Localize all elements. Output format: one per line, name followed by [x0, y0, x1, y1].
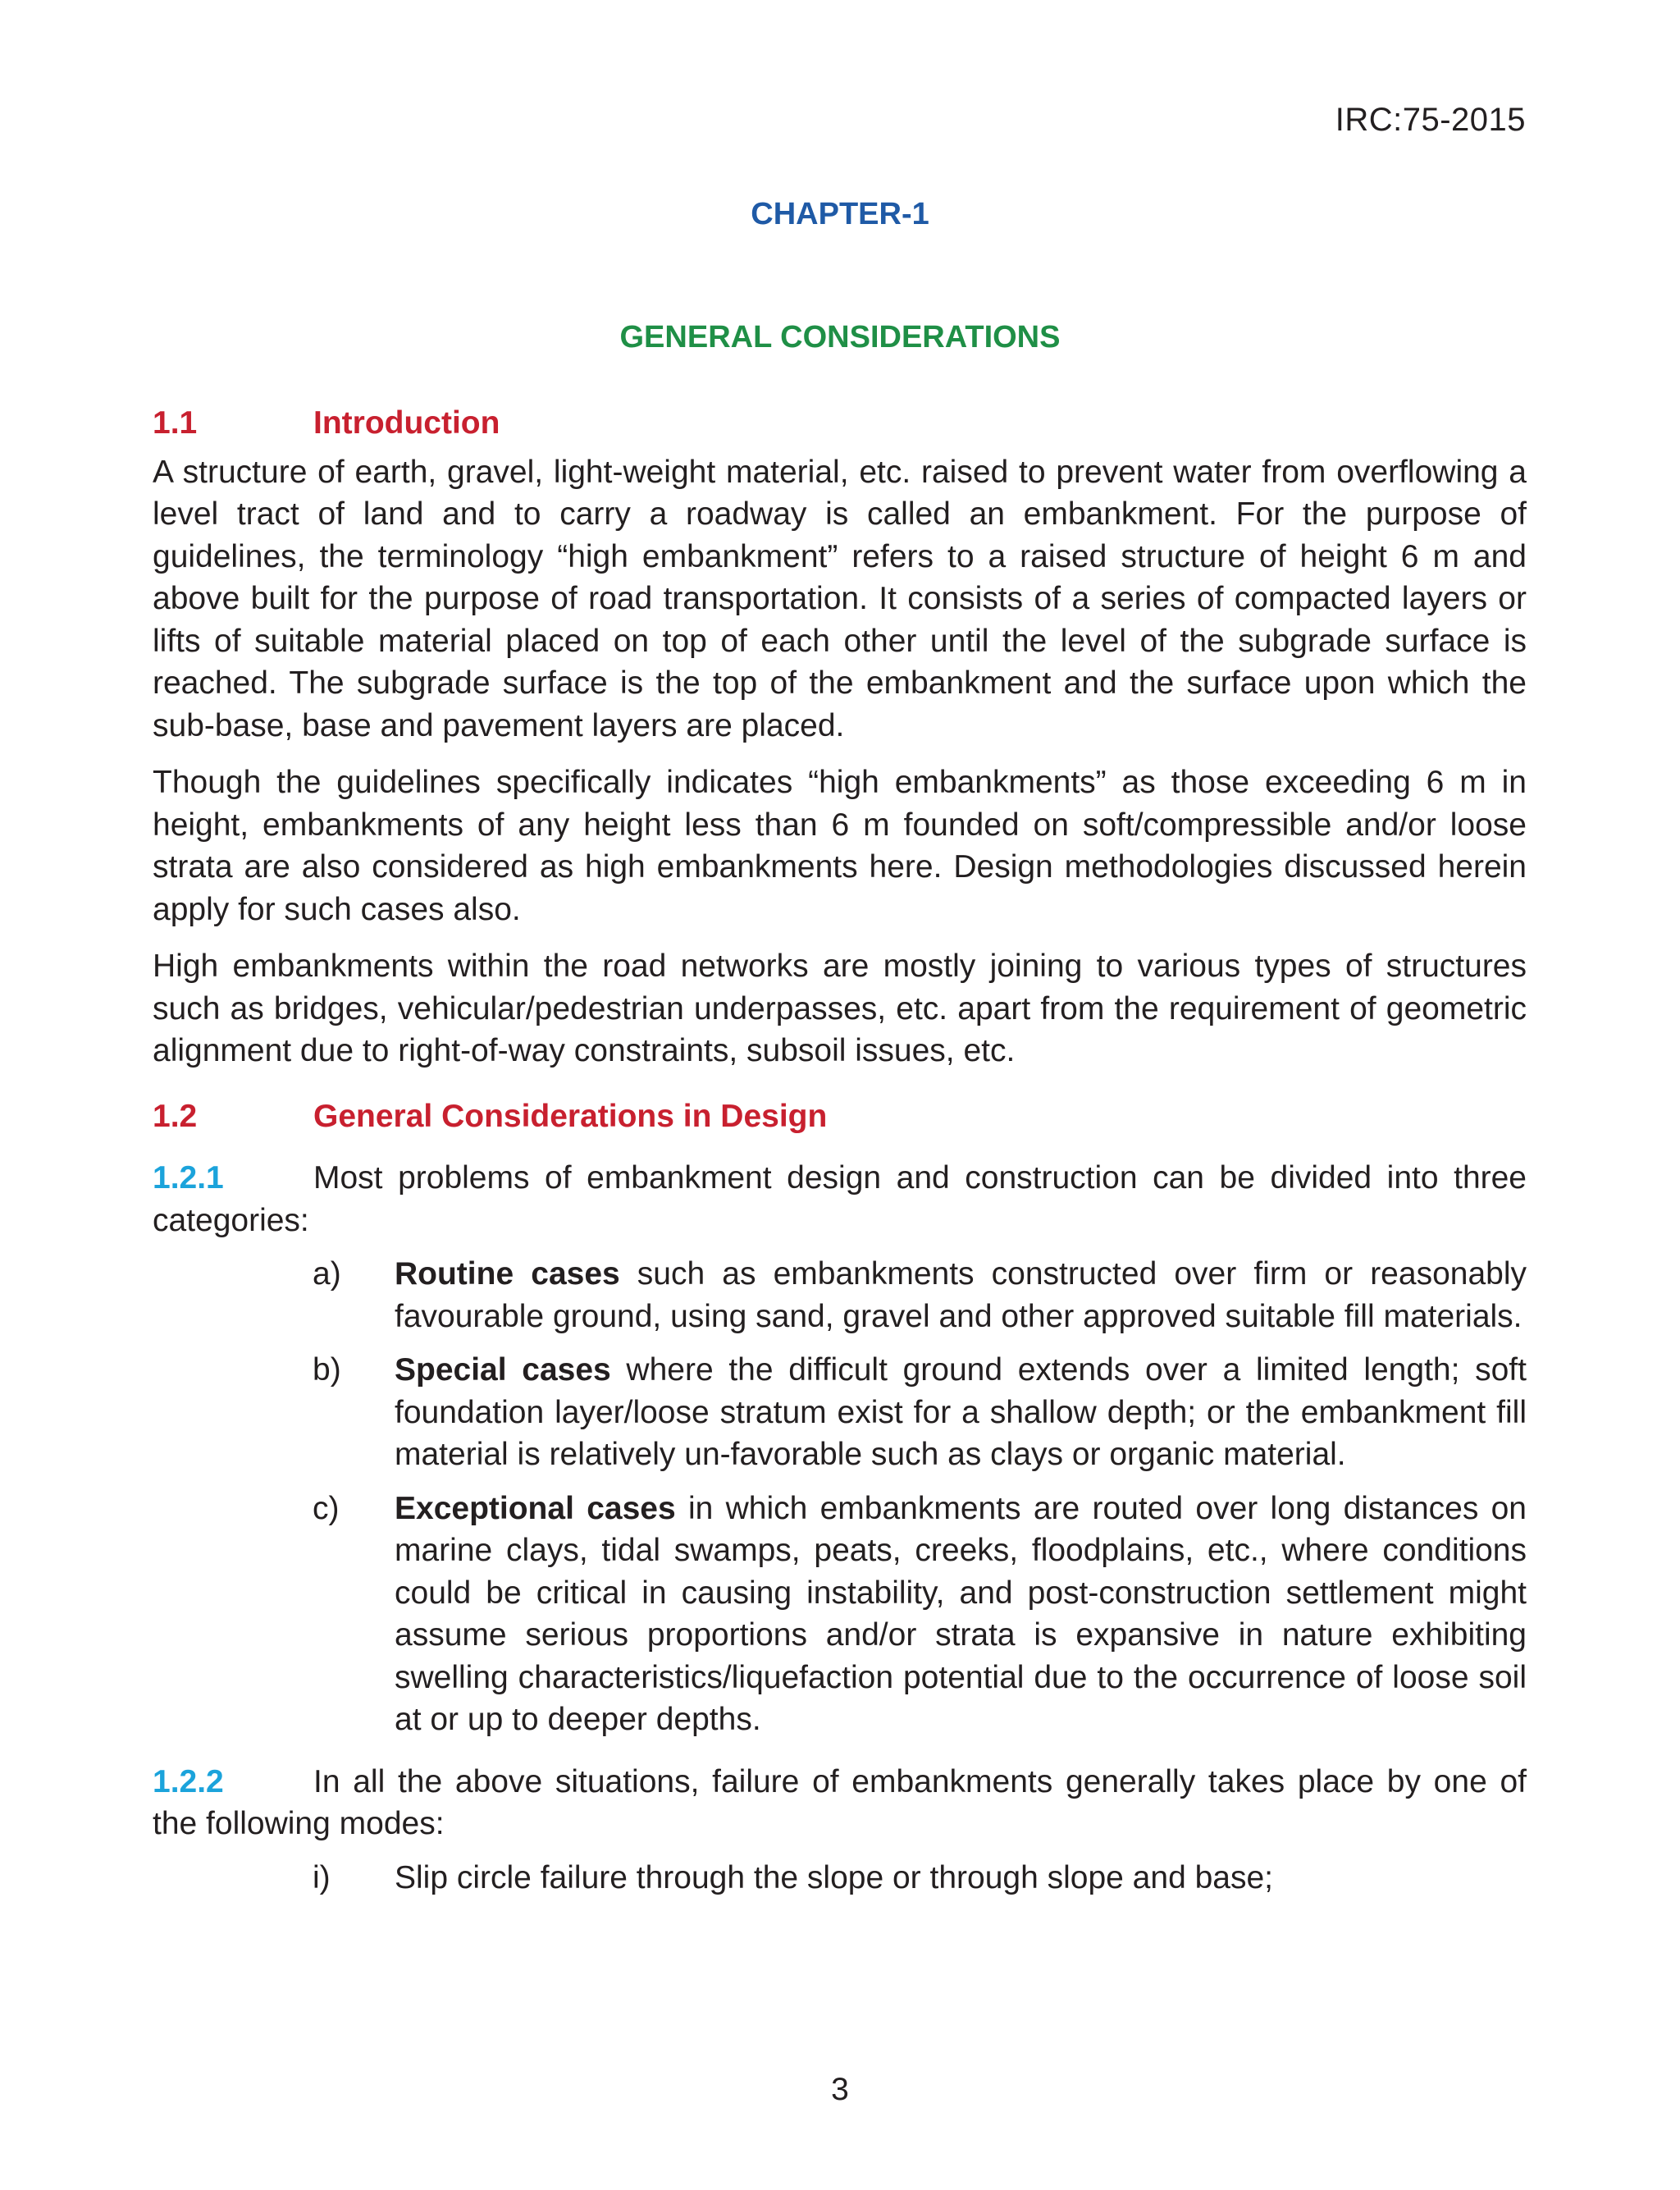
list-marker: a) — [313, 1256, 341, 1292]
subsection-1-2-1 — [153, 1157, 1527, 1241]
chapter-title: GENERAL CONSIDERATIONS — [619, 320, 1061, 354]
subsection-number: 1.2.2 — [153, 1763, 224, 1799]
section-title: Introduction — [313, 405, 500, 441]
section-heading-1-2 — [153, 1095, 1527, 1138]
chapter-label: CHAPTER-1 — [751, 197, 929, 231]
list-item — [153, 1488, 1527, 1741]
paragraph: High embankments within the road networks are mostly joining to various types of structures such as bridges, vehicular/pedestrian underpasses, etc. apart from the requirement of geometric alignment due to right-of-way constraints, subsoil issues, etc. — [153, 949, 1527, 1068]
body-content — [153, 402, 1527, 1913]
document-code: IRC:75-2015 — [1335, 102, 1526, 138]
subsection-text: Most problems of embankment design and construction can be divided into three categories: — [153, 1160, 1527, 1238]
category-list — [153, 1253, 1527, 1741]
list-item-term: Exceptional cases — [395, 1490, 676, 1526]
list-item-text: Slip circle failure through the slope or through slope and base; — [395, 1859, 1273, 1895]
list-item-term: Routine cases — [395, 1256, 620, 1292]
list-item-text: where the difficult ground extends over a limited length; soft foundation layer/loose stratum exist for a shallow depth; or the embankment fill material is relatively un-favorable such as clays or organic material. — [395, 1352, 1527, 1472]
list-marker: b) — [313, 1352, 341, 1388]
page-number: 3 — [831, 2072, 849, 2107]
list-item — [153, 1349, 1527, 1476]
section-number: 1.1 — [153, 405, 198, 441]
list-item — [153, 1253, 1527, 1337]
list-item — [153, 1857, 1527, 1900]
list-item-term: Special cases — [395, 1352, 611, 1388]
section-heading-1-1 — [153, 402, 1527, 445]
list-marker: c) — [313, 1490, 340, 1526]
list-item-text: in which embankments are routed over long distances on marine clays, tidal swamps, peats, creeks, floodplains, etc., where conditions could be critical in causing instability, and post-construction settlement might assume serious proportions and/or strata is expansive in nature exhibiting swelling characteristics/liquefaction potential due to the occurrence of loose soil at or up to deeper depths. — [395, 1490, 1527, 1737]
paragraph: Though the guidelines specifically indicates “high embankments” as those exceeding 6 m in height, embankments of any height less than 6 m founded on soft/compressible and/or loose strata are also considered as high embankments here. Design methodologies discussed herein apply for such cases also. — [153, 765, 1527, 927]
list-item-text: such as embankments constructed over firm or reasonably favourable ground, using sand, gravel and other approved suitable fill materials. — [395, 1256, 1527, 1334]
subsection-text: In all the above situations, failure of embankments generally takes place by one of the following modes: — [153, 1763, 1527, 1841]
failure-mode-list — [153, 1857, 1527, 1900]
subsection-number: 1.2.1 — [153, 1160, 224, 1196]
subsection-1-2-2 — [153, 1761, 1527, 1845]
section-title: General Considerations in Design — [313, 1098, 828, 1134]
list-marker: i) — [313, 1859, 331, 1895]
paragraph: A structure of earth, gravel, light-weight material, etc. raised to prevent water from overflowing a level tract of land and to carry a roadway is called an embankment. For the purpose of guidelines, the terminology “high embankment” refers to a raised structure of height 6 m and above built for the purpose of road transportation. It consists of a series of compacted layers or lifts of suitable material placed on top of each other until the level of the subgrade surface is reached. The subgrade surface is the top of the embankment and the surface upon which the sub-base, base and pavement layers are placed. — [153, 454, 1527, 743]
section-number: 1.2 — [153, 1098, 198, 1134]
